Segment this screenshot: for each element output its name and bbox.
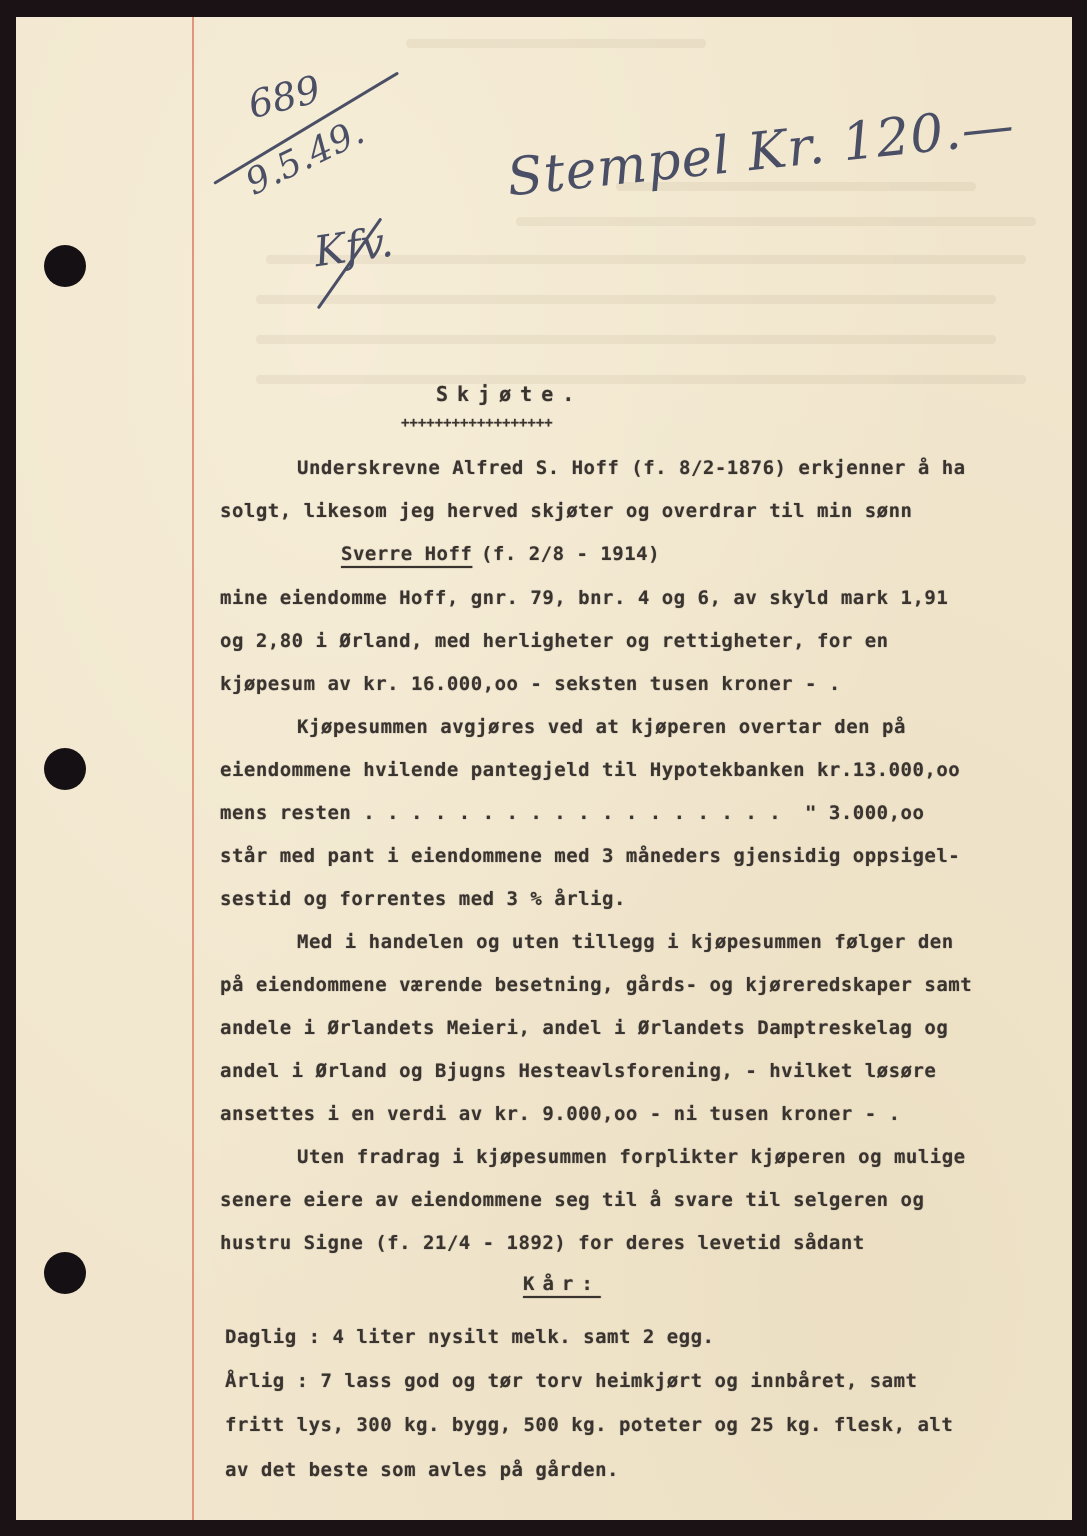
text-line: Daglig : 4 liter nysilt melk. samt 2 egg. (225, 1326, 715, 1348)
text-line: og 2,80 i Ørland, med herligheter og rettigheter, for en (220, 630, 889, 652)
text-line: hustru Signe (f. 21/4 - 1892) for deres levetid sådant (220, 1232, 865, 1254)
text-line: kjøpesum av kr. 16.000,oo - seksten tusen kroner - . (220, 673, 841, 695)
punch-hole-icon (44, 1252, 86, 1294)
punch-hole-icon (44, 748, 86, 790)
document-title: Skjøte. (436, 382, 584, 406)
buyer-name: Sverre Hoff (341, 543, 473, 565)
bleed-through (256, 335, 996, 344)
text-line: Kjøpesummen avgjøres ved at kjøperen overtar den på (297, 716, 906, 738)
text-line: står med pant i eiendommene med 3 måneders gjensidig oppsigel- (220, 845, 961, 867)
text-line: mens resten . . . . . . . . . . . . . . . . . . " 3.000,oo (220, 802, 925, 824)
section-heading-kar: Kår: (523, 1273, 601, 1295)
text-line: andele i Ørlandets Meieri, andel i Ørlandets Damptreskelag og (220, 1017, 949, 1039)
text-line: (f. 2/8 - 1914) (469, 543, 661, 565)
title-rule: ++++++++++++++++++ (401, 415, 553, 431)
bleed-through (406, 39, 706, 48)
text-line: av det beste som avles på gården. (225, 1459, 619, 1481)
bleed-through (256, 375, 1026, 384)
text-line: Underskrevne Alfred S. Hoff (f. 8/2-1876) erkjenner å ha (297, 457, 966, 479)
registration-date: 9.5.49. (239, 111, 371, 204)
text-line: solgt, likesom jeg herved skjøter og overdrar til min sønn (220, 500, 913, 522)
document-page (16, 17, 1072, 1520)
text-line: Uten fradrag i kjøpesummen forplikter kjøperen og mulige (297, 1146, 966, 1168)
text-line: mine eiendomme Hoff, gnr. 79, bnr. 4 og 6, av skyld mark 1,91 (220, 587, 949, 609)
punch-hole-icon (44, 245, 86, 287)
stamp-fee: Stempel Kr. 120.— (504, 95, 1018, 209)
bleed-through (516, 217, 1036, 226)
text-line: Med i handelen og uten tillegg i kjøpesummen følger den (297, 931, 954, 953)
registration-number: 689 (243, 66, 325, 128)
text-line: Årlig : 7 lass god og tør torv heimkjørt og innbåret, samt (225, 1370, 918, 1392)
margin-rule (192, 17, 194, 1520)
text-line: på eiendommene værende besetning, gårds- og kjøreredskaper samt (220, 974, 973, 996)
text-line: eiendommene hvilende pantegjeld til Hypotekbanken kr.13.000,oo (220, 759, 961, 781)
bleed-through (256, 295, 996, 304)
text-line: ansettes i en verdi av kr. 9.000,oo - ni tusen kroner - . (220, 1103, 901, 1125)
text-line: sestid og forrentes med 3 % årlig. (220, 888, 626, 910)
text-line: andel i Ørland og Bjugns Hesteavlsforening, - hvilket løsøre (220, 1060, 937, 1082)
text-line: senere eiere av eiendommene seg til å svare til selgeren og (220, 1189, 925, 1211)
text-line: fritt lys, 300 kg. bygg, 500 kg. poteter og 25 kg. flesk, alt (225, 1414, 954, 1436)
clerk-initials: Kfv. (310, 216, 397, 277)
